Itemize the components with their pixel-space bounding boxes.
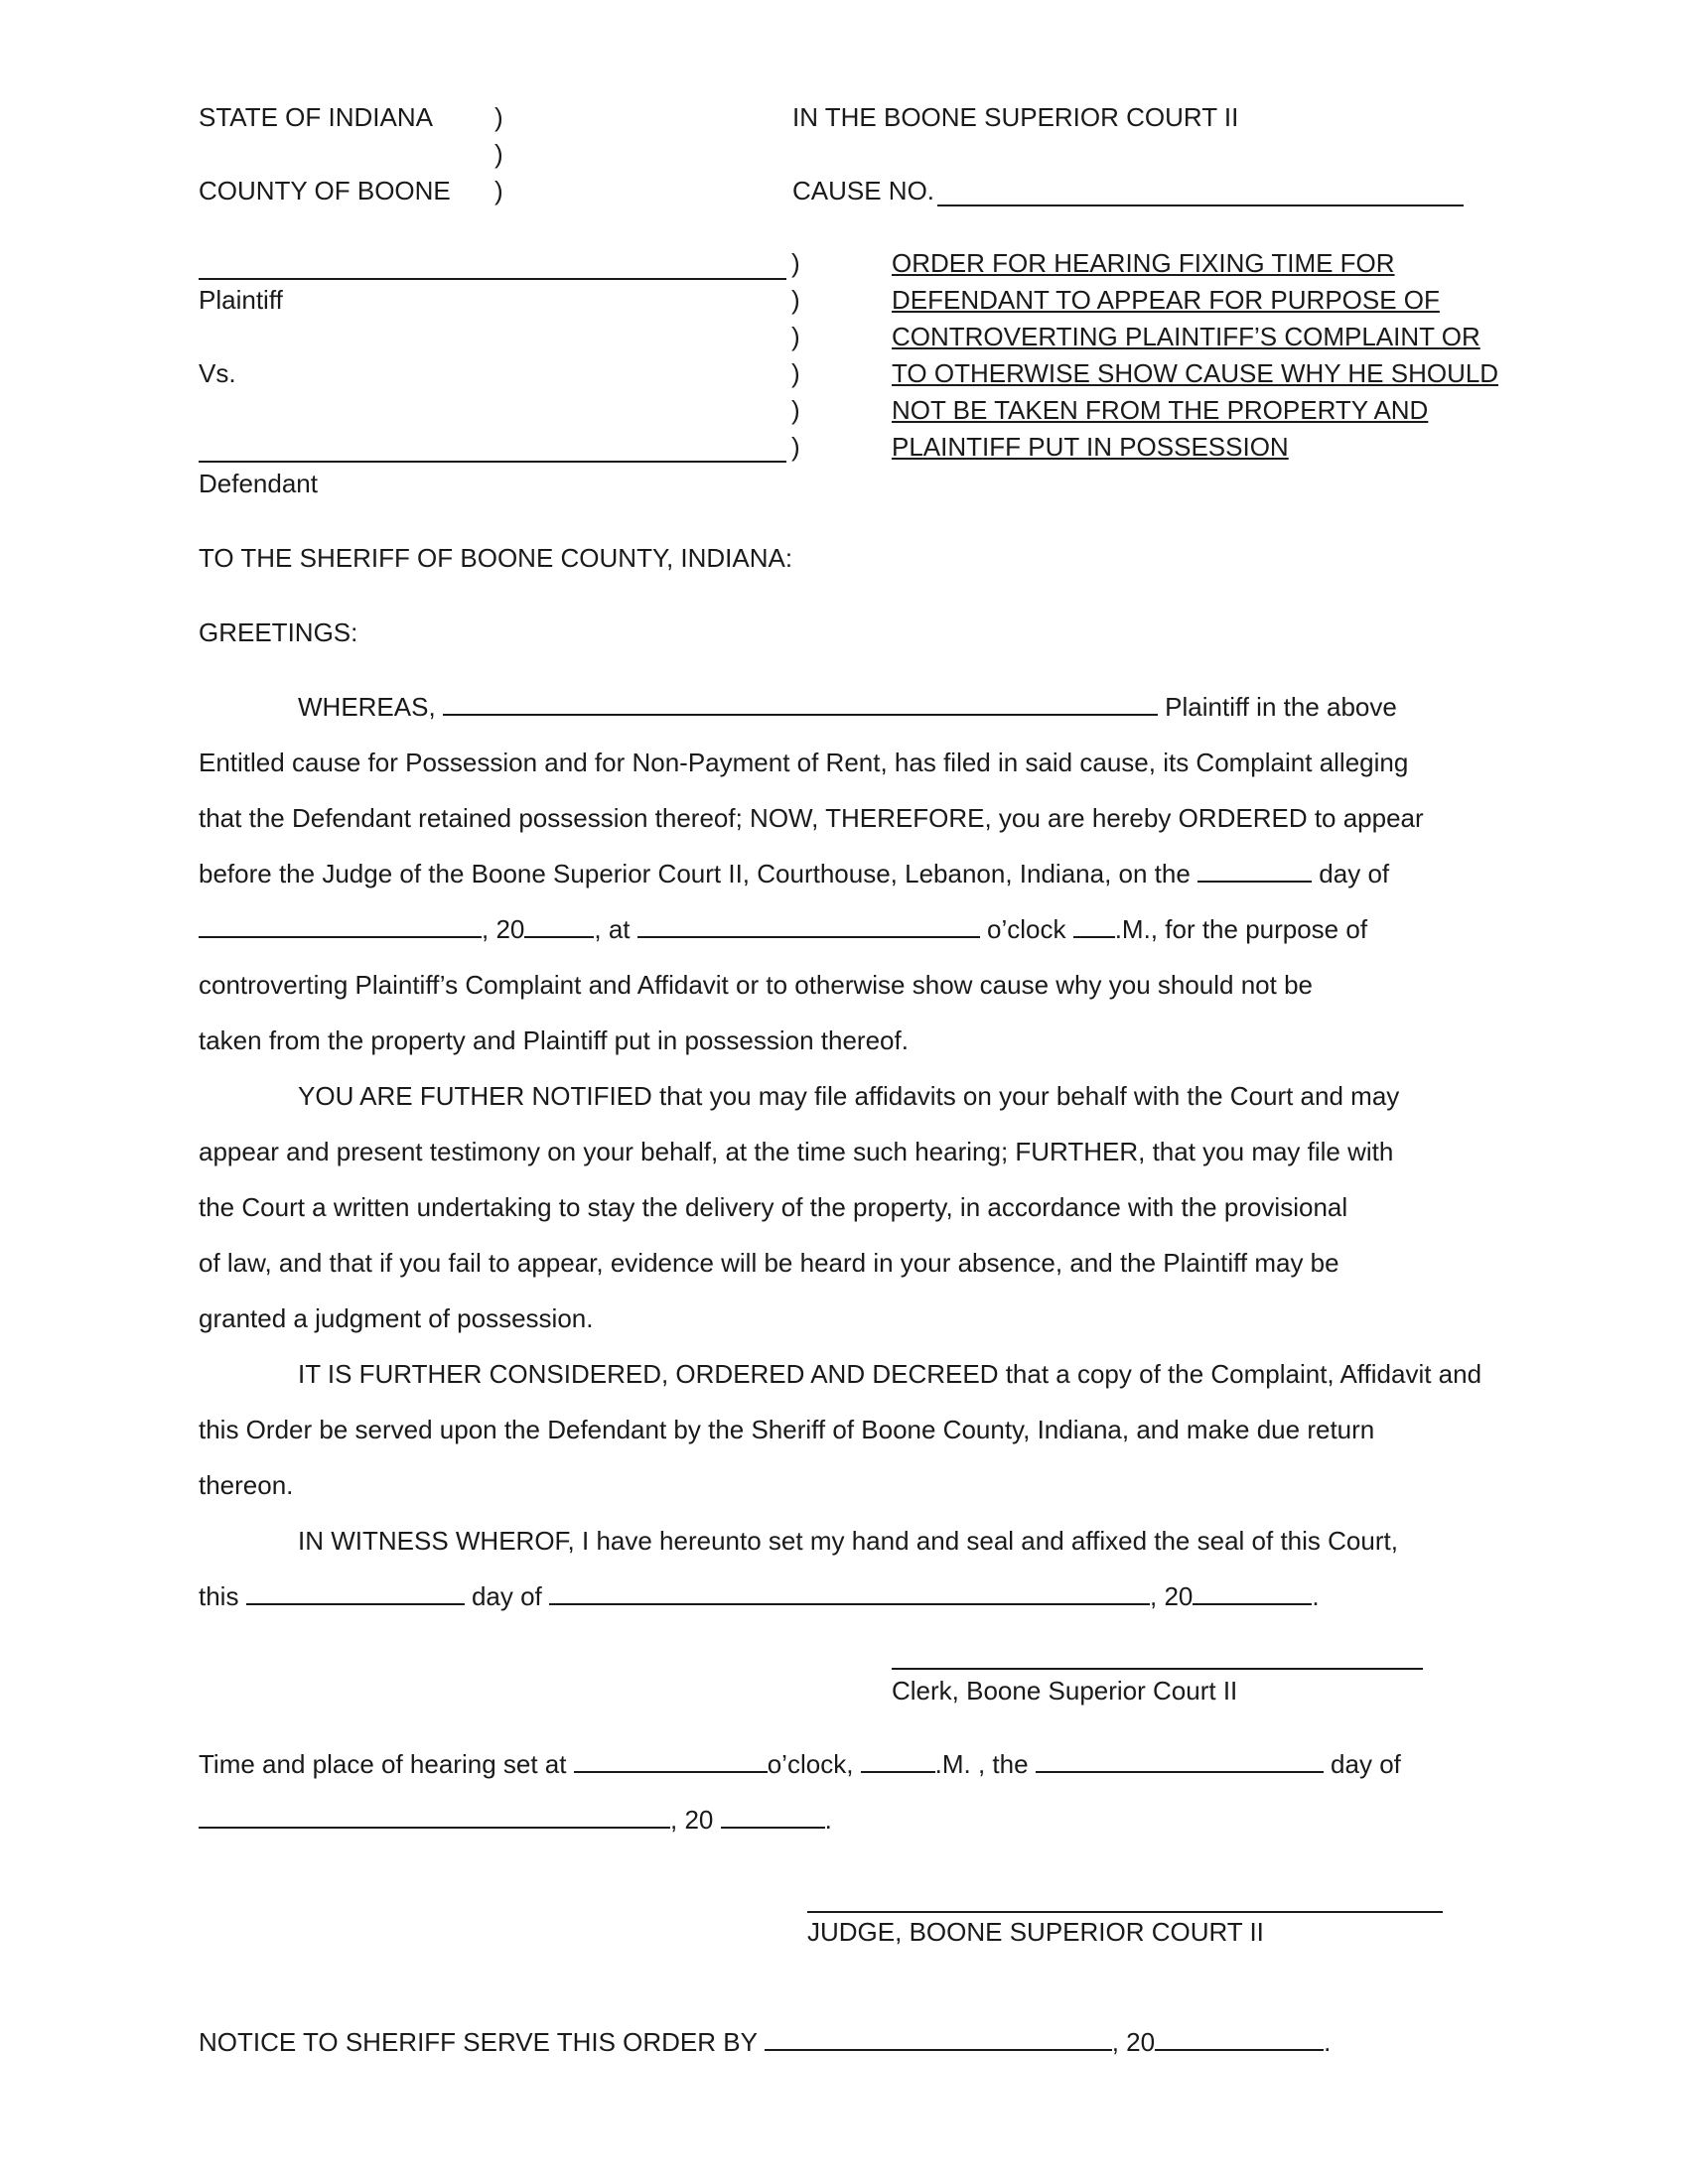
para4-line: IN WITNESS WHEROF, I have hereunto set my hand and seal and affixed the seal of this Court, <box>298 1526 1398 1556</box>
para1-text: .M., for the purpose of <box>1114 914 1368 944</box>
witness-month-field[interactable] <box>549 1579 1150 1605</box>
hearing-year-field[interactable] <box>524 912 594 938</box>
plaintiff-name-field[interactable] <box>199 278 786 280</box>
order-title-line: DEFENDANT TO APPEAR FOR PURPOSE OF <box>892 285 1440 315</box>
para1-text: , at <box>594 914 631 944</box>
caption-paren: ) <box>791 248 800 278</box>
order-title-line: TO OTHERWISE SHOW CAUSE WHY HE SHOULD <box>892 358 1499 388</box>
para1-line: that the Defendant retained possession thereof; NOW, THEREFORE, you are hereby ORDERED to appear <box>199 803 1424 833</box>
hearing-day-field[interactable] <box>1197 857 1312 883</box>
para1-line: taken from the property and Plaintiff put in possession thereof. <box>199 1025 909 1055</box>
para2-line: YOU ARE FUTHER NOTIFIED that you may file affidavits on your behalf with the Court and may <box>298 1081 1400 1111</box>
am-pm-field[interactable] <box>1073 912 1115 938</box>
para3-line: thereon. <box>199 1470 294 1500</box>
header-paren: ) <box>494 176 503 205</box>
notice-text: . <box>1324 2027 1332 2057</box>
para4-text: . <box>1312 1581 1320 1611</box>
serve-by-year-field[interactable] <box>1155 2025 1324 2051</box>
para1-text: o’clock <box>986 914 1066 944</box>
para4-text: this <box>199 1581 239 1611</box>
greeting: GREETINGS: <box>199 617 358 647</box>
hearing-set-line <box>199 1747 1401 1781</box>
header-paren: ) <box>494 139 503 169</box>
header-paren: ) <box>494 102 503 132</box>
para1-line <box>199 690 1397 724</box>
para1-text: Plaintiff in the above <box>1165 692 1397 722</box>
state-label: STATE OF INDIANA <box>199 102 433 132</box>
para1-line <box>199 857 1389 890</box>
set-month-field[interactable] <box>199 1803 670 1829</box>
hearing-text: o’clock, <box>767 1749 854 1779</box>
clerk-signature-field[interactable] <box>892 1668 1423 1670</box>
para3-line: IT IS FURTHER CONSIDERED, ORDERED AND DECREED that a copy of the Complaint, Affidavit and <box>298 1359 1482 1389</box>
order-title-line: CONTROVERTING PLAINTIFF’S COMPLAINT OR <box>892 322 1480 351</box>
judge-signature-field[interactable] <box>807 1911 1443 1913</box>
versus-label: Vs. <box>199 358 236 388</box>
serve-by-date-field[interactable] <box>765 2025 1112 2051</box>
para1-line <box>199 912 1367 946</box>
para2-line: appear and present testimony on your behalf, at the time such hearing; FURTHER, that you may file with <box>199 1137 1394 1166</box>
hearing-time-field[interactable] <box>637 912 980 938</box>
para1-text: , 20 <box>482 914 525 944</box>
para2-line: granted a judgment of possession. <box>199 1303 594 1333</box>
para2-line: of law, and that if you fail to appear, evidence will be heard in your absence, and the Plaintiff may be <box>199 1248 1339 1278</box>
address-line: TO THE SHERIFF OF BOONE COUNTY, INDIANA: <box>199 543 793 573</box>
set-day-field[interactable] <box>1036 1747 1324 1773</box>
set-am-pm-field[interactable] <box>861 1747 935 1773</box>
cause-number-field[interactable] <box>937 205 1464 206</box>
order-title-line: NOT BE TAKEN FROM THE PROPERTY AND <box>892 395 1429 425</box>
caption-paren: ) <box>791 285 800 315</box>
para4-line <box>199 1579 1320 1613</box>
hearing-text: , 20 <box>670 1805 714 1835</box>
notice-text: , 20 <box>1111 2027 1156 2057</box>
court-name: IN THE BOONE SUPERIOR COURT II <box>792 102 1239 132</box>
caption-paren: ) <box>791 322 800 351</box>
hearing-month-field[interactable] <box>199 912 482 938</box>
order-title-line: ORDER FOR HEARING FIXING TIME FOR <box>892 248 1395 278</box>
para1-line: controverting Plaintiff’s Complaint and Affidavit or to otherwise show cause why you should not be <box>199 970 1313 1000</box>
plaintiff-whereas-field[interactable] <box>443 690 1158 716</box>
cause-number-label: CAUSE NO. <box>792 176 935 205</box>
notice-line <box>199 2025 1331 2059</box>
witness-day-field[interactable] <box>246 1579 465 1605</box>
county-label: COUNTY OF BOONE <box>199 176 451 205</box>
plaintiff-label: Plaintiff <box>199 285 283 315</box>
defendant-name-field[interactable] <box>199 461 786 463</box>
para3-line: this Order be served upon the Defendant by the Sheriff of Boone County, Indiana, and make due return <box>199 1415 1375 1444</box>
set-year-field[interactable] <box>721 1803 825 1829</box>
para1-line: Entitled cause for Possession and for Non-Payment of Rent, has filed in said cause, its Complaint alleging <box>199 748 1409 777</box>
para4-text: day of <box>471 1581 542 1611</box>
para1-text: before the Judge of the Boone Superior Court II, Courthouse, Lebanon, Indiana, on the <box>199 859 1191 888</box>
order-title-line: PLAINTIFF PUT IN POSSESSION <box>892 432 1289 462</box>
caption-paren: ) <box>791 358 800 388</box>
defendant-label: Defendant <box>199 469 318 498</box>
hearing-text: Time and place of hearing set at <box>199 1749 567 1779</box>
judge-label: JUDGE, BOONE SUPERIOR COURT II <box>807 1917 1264 1947</box>
para1-text: day of <box>1319 859 1390 888</box>
caption-paren: ) <box>791 395 800 425</box>
hearing-text: . <box>824 1805 832 1835</box>
witness-year-field[interactable] <box>1193 1579 1312 1605</box>
hearing-text: day of <box>1331 1749 1401 1779</box>
clerk-label: Clerk, Boone Superior Court II <box>892 1676 1238 1706</box>
whereas-text: WHEREAS, <box>298 692 436 722</box>
caption-paren: ) <box>791 432 800 462</box>
set-time-field[interactable] <box>574 1747 768 1773</box>
hearing-text: .M. , the <box>934 1749 1029 1779</box>
para2-line: the Court a written undertaking to stay the delivery of the property, in accordance with the provisional <box>199 1192 1348 1222</box>
hearing-set-line <box>199 1803 832 1837</box>
para4-text: , 20 <box>1150 1581 1194 1611</box>
notice-text: NOTICE TO SHERIFF SERVE THIS ORDER BY <box>199 2027 758 2057</box>
